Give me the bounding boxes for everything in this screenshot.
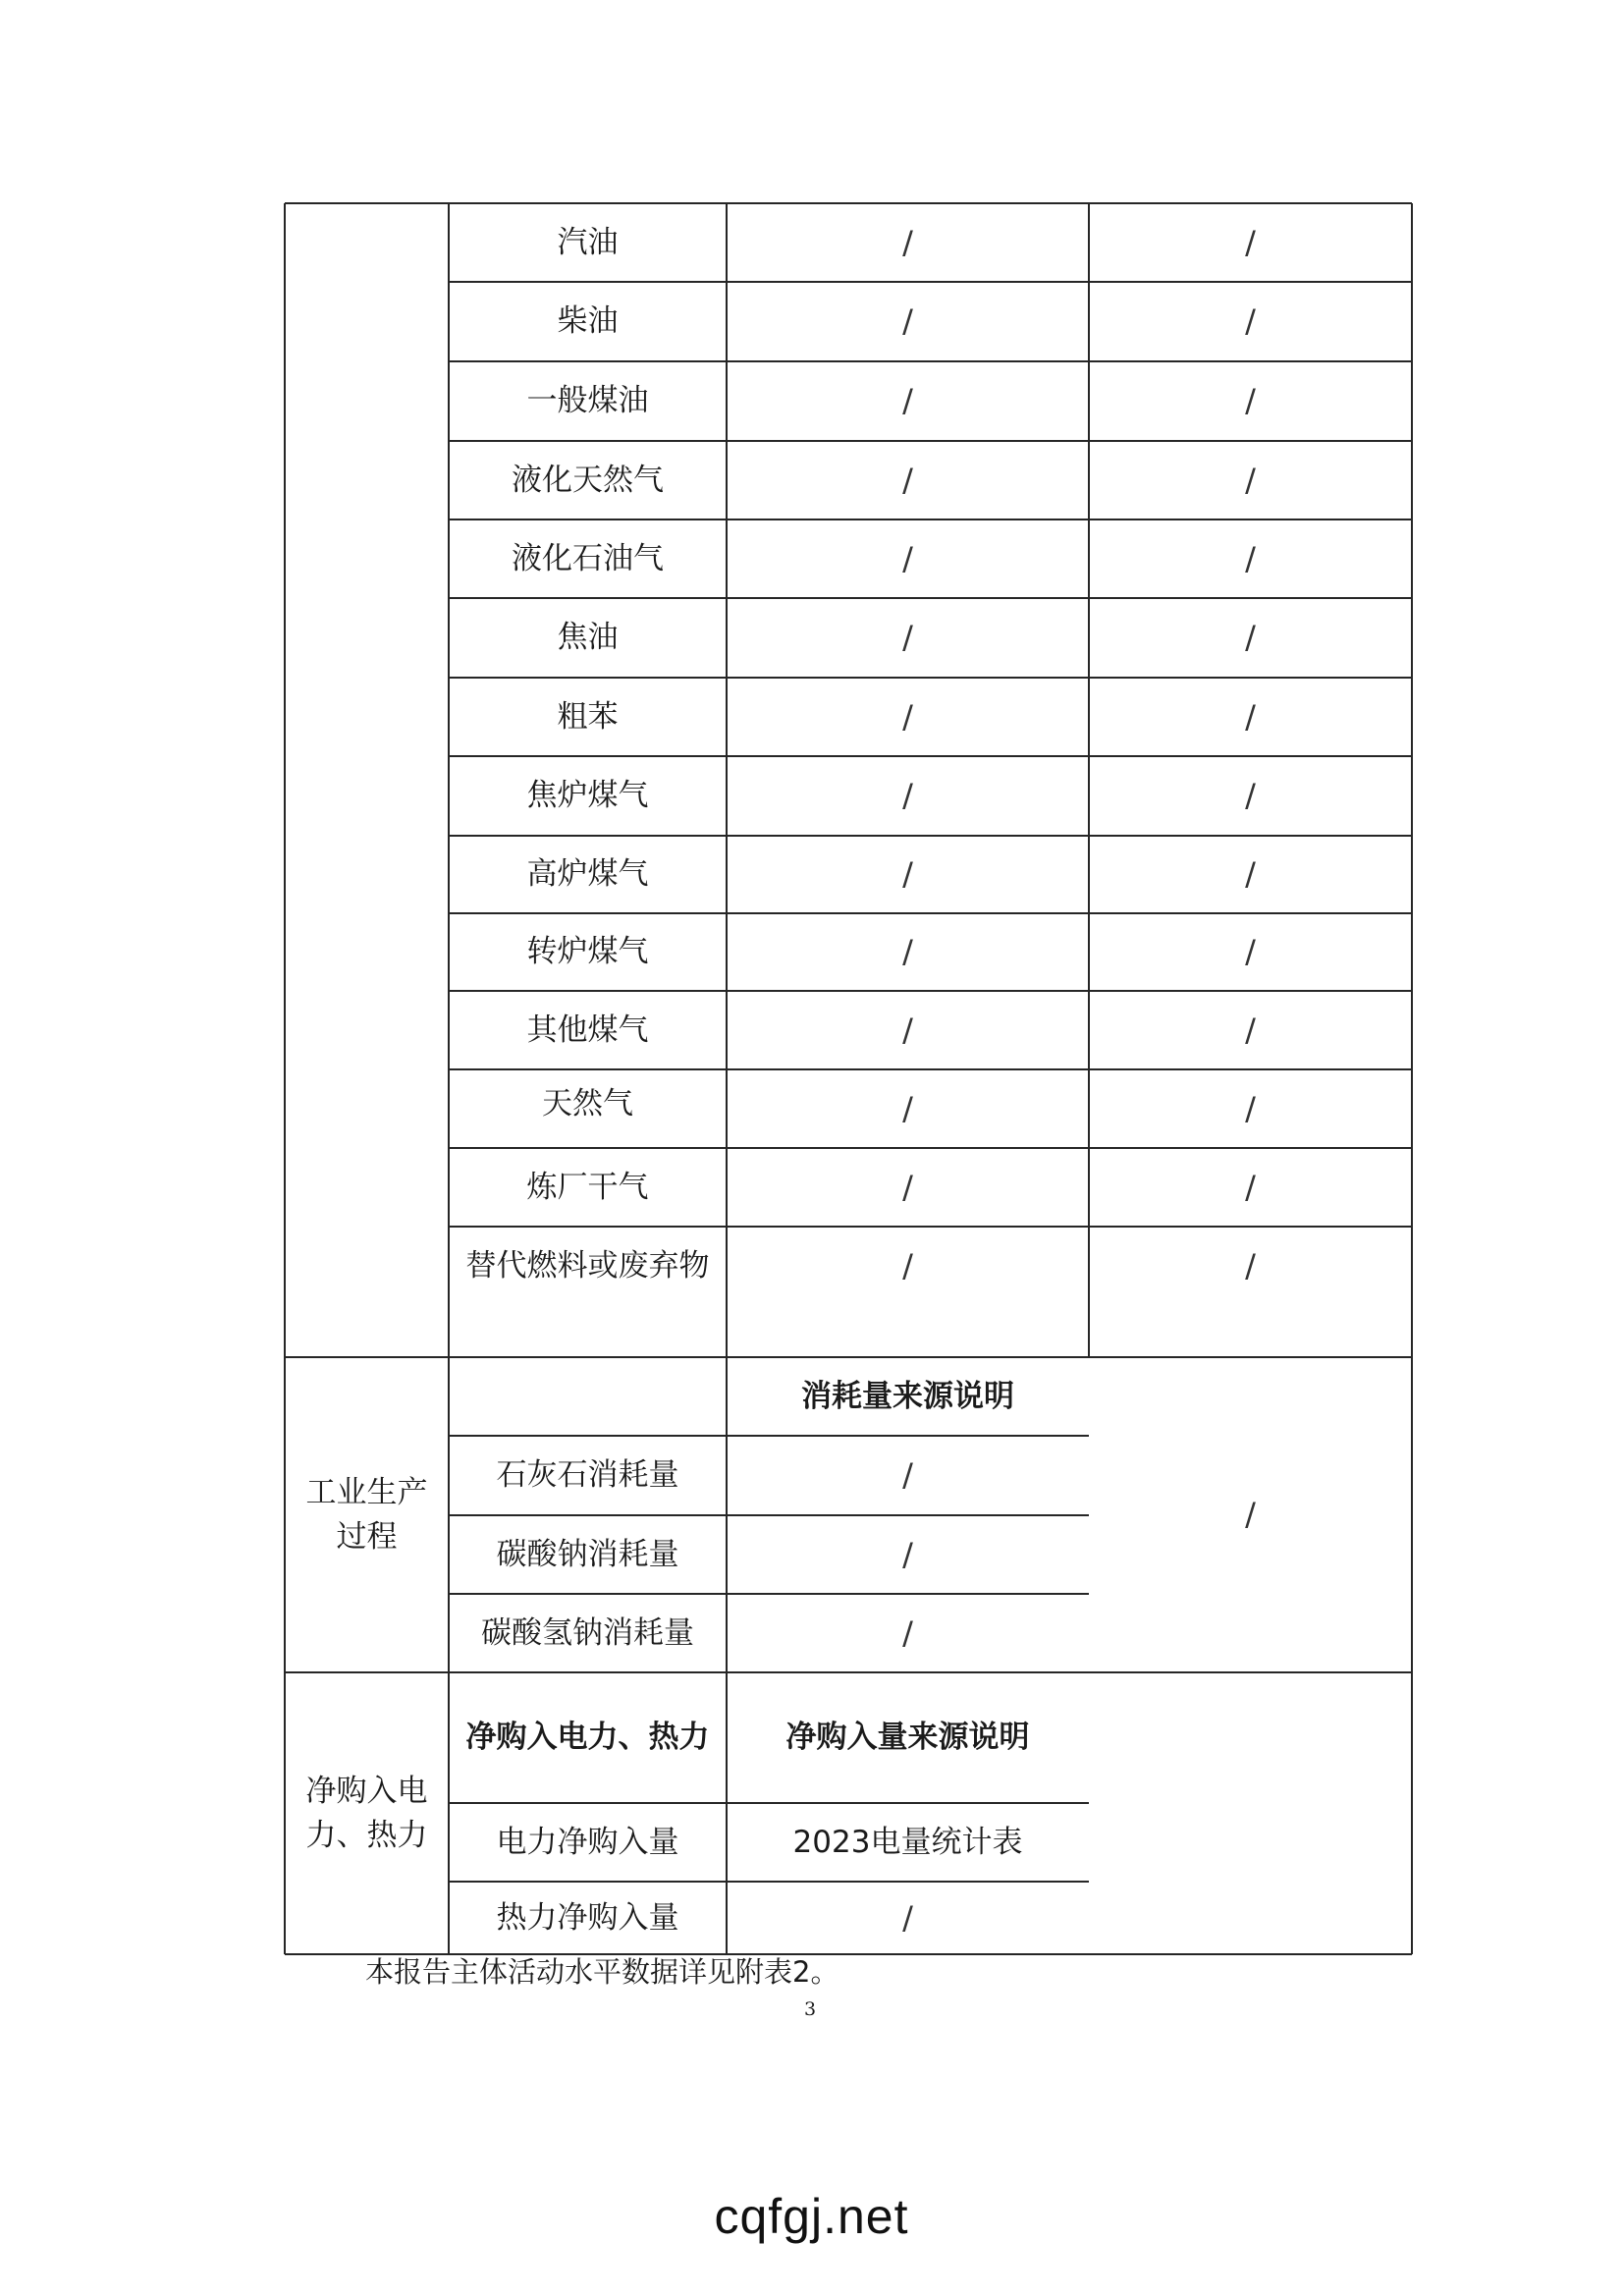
fuel-value-1: / — [902, 697, 913, 736]
fuel-value-1: / — [902, 1247, 913, 1285]
fuel-value-1: / — [902, 1011, 913, 1049]
fuel-name-diesel: 柴油 — [557, 303, 619, 339]
fuel-value-2: / — [1245, 619, 1256, 656]
fuel-value-2: / — [1245, 382, 1256, 419]
fuel-value-2: / — [1245, 777, 1256, 814]
fuel-name-kerosene: 一般煤油 — [526, 383, 649, 418]
industrial-merged-value: / — [1245, 1496, 1256, 1533]
fuel-name-natural-gas: 天然气 — [542, 1085, 633, 1121]
fuel-value-1: / — [902, 933, 913, 970]
fuel-value-1: / — [902, 619, 913, 656]
fuel-value-2: / — [1245, 223, 1256, 261]
fuel-value-1: / — [902, 461, 913, 499]
fuel-name-lpg: 液化石油气 — [512, 540, 664, 576]
fuel-name-other-gas: 其他煤气 — [526, 1011, 649, 1048]
fuel-value-2: / — [1245, 539, 1256, 577]
industrial-row-limestone: 石灰石消耗量 — [496, 1457, 679, 1493]
fuel-name-lng: 液化天然气 — [512, 462, 664, 498]
industrial-header-source: 消耗量来源说明 — [801, 1378, 1014, 1414]
fuel-value-1: / — [902, 539, 913, 577]
industrial-header-name — [449, 1357, 727, 1436]
purchase-merged-value — [1089, 1672, 1412, 1954]
fuel-name-blast-furnace-gas: 高炉煤气 — [526, 856, 649, 892]
industrial-row-sodium-carbonate: 碳酸钠消耗量 — [496, 1536, 679, 1572]
industrial-row-value: / — [902, 1613, 913, 1652]
fuel-value-2: / — [1245, 1011, 1256, 1049]
industrial-row-sodium-bicarbonate: 碳酸氢钠消耗量 — [481, 1614, 694, 1651]
fuel-value-1: / — [902, 777, 913, 814]
fuel-name-alternative-fuel: 替代燃料或废弃物 — [465, 1248, 710, 1284]
fuel-value-2: / — [1245, 697, 1256, 736]
industrial-row-value: / — [902, 1456, 913, 1494]
fuel-value-2: / — [1245, 1247, 1256, 1285]
fuel-name-gasoline: 汽油 — [557, 224, 619, 260]
purchase-header-name: 净购入电力、热力 — [465, 1720, 710, 1755]
fuel-value-1: / — [902, 855, 913, 893]
purchase-row-electricity: 电力净购入量 — [496, 1824, 679, 1860]
watermark: cqfgj.net — [714, 2189, 909, 2244]
fuel-value-2: / — [1245, 302, 1256, 340]
fuel-value-2: / — [1245, 1089, 1256, 1127]
purchase-row-heat: 热力净购入量 — [496, 1899, 679, 1936]
section-industrial-process: 工业生产过程 — [305, 1474, 428, 1555]
fuel-name-coke-oven-gas: 焦炉煤气 — [526, 778, 649, 813]
fuel-value-2: / — [1245, 461, 1256, 499]
section-net-purchase: 净购入电力、热力 — [305, 1773, 428, 1853]
fuel-value-1: / — [902, 1168, 913, 1206]
fuel-name-converter-gas: 转炉煤气 — [526, 934, 649, 969]
fuel-value-2: / — [1245, 1168, 1256, 1206]
fuel-value-1: / — [902, 382, 913, 419]
fuel-name-crude-benzene: 粗苯 — [557, 698, 619, 735]
purchase-row-electricity-source: 2023电量统计表 — [792, 1824, 1023, 1860]
fuel-value-1: / — [902, 223, 913, 261]
industrial-row-value: / — [902, 1535, 913, 1573]
purchase-header-source: 净购入量来源说明 — [785, 1720, 1030, 1755]
purchase-row-heat-source: / — [902, 1898, 913, 1937]
footnote: 本报告主体活动水平数据详见附表2。 — [365, 1955, 839, 1989]
page-number: 3 — [803, 1998, 817, 2020]
fuel-value-2: / — [1245, 855, 1256, 893]
fuel-value-1: / — [902, 302, 913, 340]
fuel-value-1: / — [902, 1089, 913, 1127]
fuel-name-refinery-dry-gas: 炼厂干气 — [526, 1169, 649, 1205]
fuel-name-tar: 焦油 — [557, 620, 619, 655]
fuel-value-2: / — [1245, 933, 1256, 970]
